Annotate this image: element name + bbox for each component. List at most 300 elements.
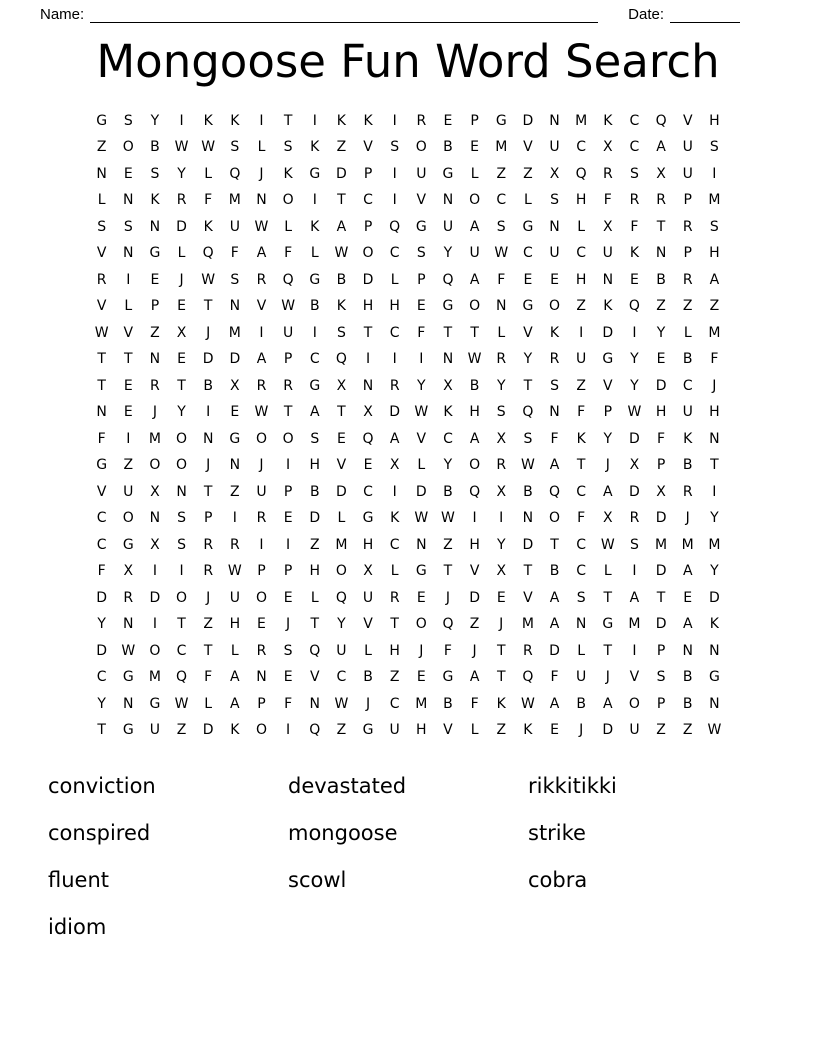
grid-letter: L [204, 165, 213, 182]
grid-letter: T [710, 457, 719, 474]
word-item: cobra [528, 867, 588, 892]
grid-letter: M [708, 324, 721, 341]
grid-letter: S [523, 430, 533, 447]
grid-letter: L [603, 563, 612, 580]
grid-letter: Y [496, 377, 506, 394]
grid-letter: B [150, 139, 160, 156]
grid-letter: W [600, 536, 615, 553]
grid-letter: D [96, 589, 108, 606]
grid-letter: J [579, 722, 584, 739]
grid-letter: E [283, 510, 293, 527]
grid-letter: Z [203, 616, 213, 633]
grid-letter: R [549, 351, 560, 368]
grid-letter: Q [335, 589, 347, 606]
grid-letter: I [419, 351, 424, 368]
grid-letter: L [364, 642, 372, 659]
grid-letter: S [576, 589, 586, 606]
grid-letter: X [656, 483, 666, 500]
grid-letter: D [602, 324, 614, 341]
grid-letter: R [203, 536, 214, 553]
grid-letter: B [443, 483, 453, 500]
grid-letter: B [682, 457, 693, 474]
grid-letter: O [255, 430, 267, 447]
grid-letter: M [148, 669, 161, 686]
grid-letter: V [123, 324, 134, 341]
grid-letter: U [442, 218, 454, 235]
grid-letter: K [230, 112, 240, 129]
grid-letter: D [176, 218, 187, 235]
grid-letter: S [416, 245, 426, 262]
grid-letter: R [389, 377, 400, 394]
grid-letter: G [122, 536, 134, 553]
grid-letter: Z [682, 298, 693, 315]
grid-letter: I [499, 510, 504, 527]
grid-letter: S [230, 139, 240, 156]
grid-letter: M [681, 536, 694, 553]
grid-letter: F [603, 192, 612, 209]
grid-letter: V [363, 616, 373, 633]
grid-letter: I [259, 536, 264, 553]
grid-letter: Y [523, 351, 533, 368]
grid-letter: W [627, 404, 642, 421]
grid-letter: D [602, 722, 614, 739]
grid-letter: P [363, 165, 373, 182]
grid-letter: F [417, 324, 426, 341]
grid-letter: D [655, 563, 667, 580]
grid-letter: K [603, 298, 613, 315]
grid-letter: N [149, 510, 161, 527]
grid-letter: K [496, 695, 506, 712]
grid-letter: O [415, 139, 427, 156]
grid-letter: L [577, 642, 586, 659]
grid-letter: H [709, 404, 720, 421]
grid-letter: D [469, 589, 480, 606]
grid-letter: C [576, 139, 587, 156]
grid-letter: X [336, 377, 347, 394]
grid-letter: C [496, 192, 507, 209]
grid-letter: D [549, 642, 560, 659]
grid-letter: E [416, 298, 426, 315]
grid-letter: Y [496, 536, 506, 553]
grid-letter: I [392, 192, 397, 209]
grid-letter: C [682, 377, 693, 394]
grid-letter: D [389, 404, 401, 421]
grid-letter: B [523, 483, 533, 500]
grid-letter: M [335, 536, 348, 553]
grid-letter: S [177, 510, 186, 527]
grid-letter: C [576, 563, 587, 580]
grid-letter: S [123, 218, 133, 235]
grid-letter: D [629, 483, 640, 500]
grid-letter: O [122, 139, 134, 156]
puzzle-title: Mongoose Fun Word Search [96, 35, 720, 88]
grid-letter: I [632, 642, 637, 659]
grid-letter: A [709, 271, 720, 288]
grid-letter: R [96, 271, 107, 288]
grid-letter: K [230, 722, 240, 739]
grid-letter: X [230, 377, 240, 394]
grid-letter: H [362, 298, 374, 315]
grid-letter: E [550, 722, 559, 739]
grid-letter: C [576, 536, 587, 553]
grid-letter: I [312, 192, 317, 209]
grid-letter: N [96, 404, 107, 421]
grid-letter: O [255, 589, 267, 606]
grid-letter: M [415, 695, 428, 712]
grid-letter: C [96, 669, 107, 686]
grid-letter: M [148, 430, 161, 447]
grid-letter: I [312, 324, 317, 341]
grid-letter: X [363, 563, 373, 580]
grid-letter: W [520, 457, 535, 474]
grid-letter: B [336, 271, 347, 288]
grid-letter: D [708, 589, 720, 606]
grid-letter: T [123, 351, 133, 368]
grid-letter: I [286, 457, 291, 474]
grid-letter: T [337, 192, 346, 209]
grid-letter: Z [150, 324, 160, 341]
grid-letter: D [362, 271, 374, 288]
grid-letter: T [523, 377, 533, 394]
grid-letter: T [97, 377, 106, 394]
grid-letter: X [603, 218, 613, 235]
grid-letter: J [712, 377, 717, 394]
grid-letter: I [232, 510, 237, 527]
grid-letter: G [495, 112, 507, 129]
grid-letter: W [520, 695, 535, 712]
grid-letter: H [389, 642, 400, 659]
grid-letter: W [494, 245, 509, 262]
grid-letter: R [602, 165, 613, 182]
grid-letter: P [470, 112, 479, 129]
grid-letter: F [97, 430, 106, 447]
grid-letter: L [97, 192, 106, 209]
grid-letter: G [309, 377, 321, 394]
grid-letter: G [149, 245, 161, 262]
grid-letter: T [523, 563, 533, 580]
grid-letter: P [603, 404, 613, 421]
grid-letter: H [229, 616, 241, 633]
grid-letter: B [363, 669, 373, 686]
grid-letter: G [362, 722, 374, 739]
grid-letter: D [522, 112, 534, 129]
grid-letter: J [259, 165, 264, 182]
grid-letter: E [230, 404, 240, 421]
grid-letter: R [283, 377, 293, 394]
grid-letter: U [576, 669, 587, 686]
grid-letter: T [550, 536, 559, 553]
grid-letter: Y [630, 377, 639, 394]
grid-letter: O [335, 563, 347, 580]
grid-letter: Z [443, 536, 453, 553]
grid-letter: G [362, 510, 374, 527]
grid-letter: H [469, 404, 480, 421]
grid-letter: E [123, 165, 133, 182]
grid-letter: F [443, 642, 452, 659]
grid-letter: M [521, 616, 534, 633]
grid-letter: J [605, 669, 610, 686]
grid-letter: U [362, 589, 374, 606]
grid-letter: N [442, 192, 454, 209]
grid-letter: O [549, 298, 561, 315]
grid-letter: Y [656, 324, 666, 341]
grid-letter: S [630, 165, 639, 182]
grid-letter: T [203, 483, 213, 500]
grid-letter: B [309, 298, 320, 315]
grid-letter: E [656, 351, 666, 368]
grid-letter: E [177, 351, 186, 368]
grid-letter: W [334, 245, 349, 262]
grid-letter: E [523, 271, 533, 288]
grid-letter: N [442, 351, 454, 368]
grid-letter: U [469, 245, 480, 262]
grid-letter: P [656, 642, 666, 659]
grid-letter: R [229, 536, 240, 553]
grid-letter: I [392, 165, 397, 182]
word-item: rikkitikki [528, 773, 617, 798]
grid-letter: Z [576, 377, 586, 394]
grid-letter: R [682, 218, 693, 235]
grid-letter: R [150, 377, 160, 394]
grid-letter: Q [522, 404, 534, 421]
grid-letter: N [655, 245, 667, 262]
grid-letter: I [152, 563, 157, 580]
grid-letter: W [281, 298, 296, 315]
grid-letter: R [629, 192, 640, 209]
grid-letter: Z [389, 669, 400, 686]
grid-letter: J [286, 616, 291, 633]
grid-letter: H [469, 536, 480, 553]
grid-letter: N [149, 218, 161, 235]
grid-letter: F [550, 430, 559, 447]
grid-letter: C [629, 139, 640, 156]
grid-letter: X [603, 139, 613, 156]
grid-letter: U [389, 722, 400, 739]
grid-letter: A [603, 483, 613, 500]
grid-letter: R [176, 192, 187, 209]
grid-letter: B [309, 483, 320, 500]
header-row [0, 0, 816, 24]
grid-letter: I [365, 351, 371, 368]
grid-letter: F [230, 245, 239, 262]
grid-letter: N [549, 112, 560, 129]
grid-letter: K [283, 165, 293, 182]
grid-letter: S [496, 218, 506, 235]
grid-letter: Q [282, 271, 294, 288]
grid-letter: O [415, 616, 427, 633]
grid-letter: A [549, 589, 560, 606]
grid-letter: D [655, 616, 667, 633]
grid-letter: L [284, 218, 293, 235]
grid-letter: D [229, 351, 241, 368]
grid-letter: N [549, 218, 560, 235]
grid-letter: L [230, 642, 239, 659]
grid-letter: J [499, 616, 504, 633]
grid-letter: A [549, 616, 560, 633]
grid-letter: K [310, 218, 320, 235]
grid-letter: Q [335, 351, 347, 368]
word-list [0, 774, 816, 962]
grid-letter: H [309, 457, 321, 474]
grid-letter: E [123, 404, 133, 421]
grid-letter: W [707, 722, 722, 739]
grid-letter: G [442, 298, 454, 315]
grid-letter: U [549, 139, 560, 156]
grid-letter: M [228, 192, 241, 209]
grid-letter: L [683, 324, 692, 341]
grid-letter: S [310, 430, 320, 447]
grid-letter: D [655, 510, 667, 527]
grid-letter: Q [176, 669, 188, 686]
grid-letter: K [683, 430, 693, 447]
grid-letter: N [682, 642, 693, 659]
grid-letter: A [230, 669, 240, 686]
grid-letter: S [283, 139, 293, 156]
grid-letter: Y [710, 563, 719, 580]
grid-letter: D [629, 430, 640, 447]
grid-letter: N [149, 351, 161, 368]
grid-letter: S [550, 192, 559, 209]
grid-letter: A [549, 695, 560, 712]
grid-letter: F [577, 404, 586, 421]
grid-letter: C [176, 642, 187, 659]
grid-letter: Q [442, 271, 454, 288]
grid-letter: I [259, 112, 264, 129]
grid-letter: I [632, 563, 637, 580]
grid-letter: F [497, 271, 506, 288]
grid-letter: E [283, 669, 293, 686]
grid-letter: K [576, 430, 586, 447]
grid-letter: Z [123, 457, 134, 474]
grid-letter: H [709, 245, 720, 262]
grid-letter: F [97, 563, 106, 580]
grid-letter: U [576, 351, 587, 368]
grid-letter: U [336, 642, 347, 659]
grid-letter: X [150, 483, 160, 500]
grid-letter: S [230, 271, 240, 288]
grid-letter: J [259, 457, 264, 474]
grid-letter: B [682, 695, 693, 712]
grid-letter: L [257, 139, 266, 156]
grid-letter: B [443, 139, 453, 156]
grid-letter: N [522, 510, 534, 527]
grid-letter: X [603, 510, 613, 527]
grid-letter: M [495, 139, 508, 156]
grid-letter: E [470, 139, 480, 156]
grid-letter: S [656, 669, 666, 686]
grid-letter: Y [417, 377, 426, 394]
grid-letter: N [176, 483, 187, 500]
grid-letter: Z [496, 165, 507, 182]
grid-letter: W [414, 404, 429, 421]
grid-letter: T [443, 563, 453, 580]
grid-letter: M [628, 616, 641, 633]
grid-letter: Z [496, 722, 507, 739]
grid-letter: N [709, 430, 720, 447]
grid-letter: F [577, 510, 586, 527]
grid-letter: V [309, 669, 320, 686]
grid-letter: K [203, 112, 213, 129]
grid-letter: C [443, 430, 453, 447]
grid-letter: X [549, 165, 560, 182]
grid-letter: E [550, 271, 559, 288]
grid-letter: W [441, 510, 455, 527]
grid-letter: F [710, 351, 719, 368]
word-item: strike [528, 820, 586, 845]
grid-letter: X [496, 563, 507, 580]
grid-letter: C [96, 536, 107, 553]
grid-letter: R [203, 563, 214, 580]
grid-letter: M [708, 536, 721, 553]
grid-letter: W [254, 404, 269, 421]
grid-letter: L [204, 695, 213, 712]
grid-letter: Z [96, 139, 107, 156]
word-list-column [48, 774, 288, 962]
grid-letter: L [310, 589, 319, 606]
grid-letter: C [363, 483, 373, 500]
grid-letter: Z [336, 139, 347, 156]
grid-letter: G [96, 112, 108, 129]
grid-letter: O [282, 430, 294, 447]
grid-letter: J [206, 589, 211, 606]
grid-letter: S [390, 139, 400, 156]
grid-letter: H [575, 192, 587, 209]
grid-letter: W [227, 563, 242, 580]
word-item: idiom [48, 914, 107, 939]
grid-letter: R [256, 642, 267, 659]
grid-letter: W [201, 139, 216, 156]
grid-letter: D [336, 483, 347, 500]
grid-letter: T [203, 642, 213, 659]
grid-letter: Z [523, 165, 533, 182]
grid-letter: G [122, 669, 134, 686]
grid-letter: K [203, 218, 213, 235]
grid-letter: G [522, 218, 534, 235]
grid-letter: R [656, 192, 666, 209]
grid-letter: J [365, 695, 371, 712]
grid-letter: B [549, 563, 560, 580]
grid-letter: V [523, 324, 533, 341]
grid-letter: Q [522, 669, 534, 686]
grid-letter: L [470, 165, 479, 182]
grid-letter: P [203, 510, 213, 527]
grid-letter: U [416, 165, 427, 182]
grid-letter: B [682, 669, 693, 686]
grid-letter: H [416, 722, 427, 739]
grid-letter: I [179, 563, 184, 580]
grid-letter: G [122, 722, 134, 739]
grid-letter: N [123, 695, 134, 712]
grid-letter: S [709, 218, 719, 235]
grid-letter: E [150, 271, 160, 288]
grid-letter: S [177, 536, 186, 553]
grid-letter: Q [309, 722, 321, 739]
grid-letter: P [283, 563, 293, 580]
grid-letter: L [497, 324, 506, 341]
grid-letter: E [363, 457, 373, 474]
grid-letter: U [229, 218, 240, 235]
grid-letter: J [179, 271, 184, 288]
word-list-column [528, 774, 768, 962]
grid-letter: N [123, 616, 134, 633]
grid-letter: X [389, 457, 400, 474]
grid-letter: Y [443, 245, 453, 262]
grid-letter: Y [97, 616, 106, 633]
grid-letter: X [443, 377, 453, 394]
grid-letter: K [443, 404, 453, 421]
grid-letter: T [656, 218, 666, 235]
grid-letter: T [470, 324, 479, 341]
